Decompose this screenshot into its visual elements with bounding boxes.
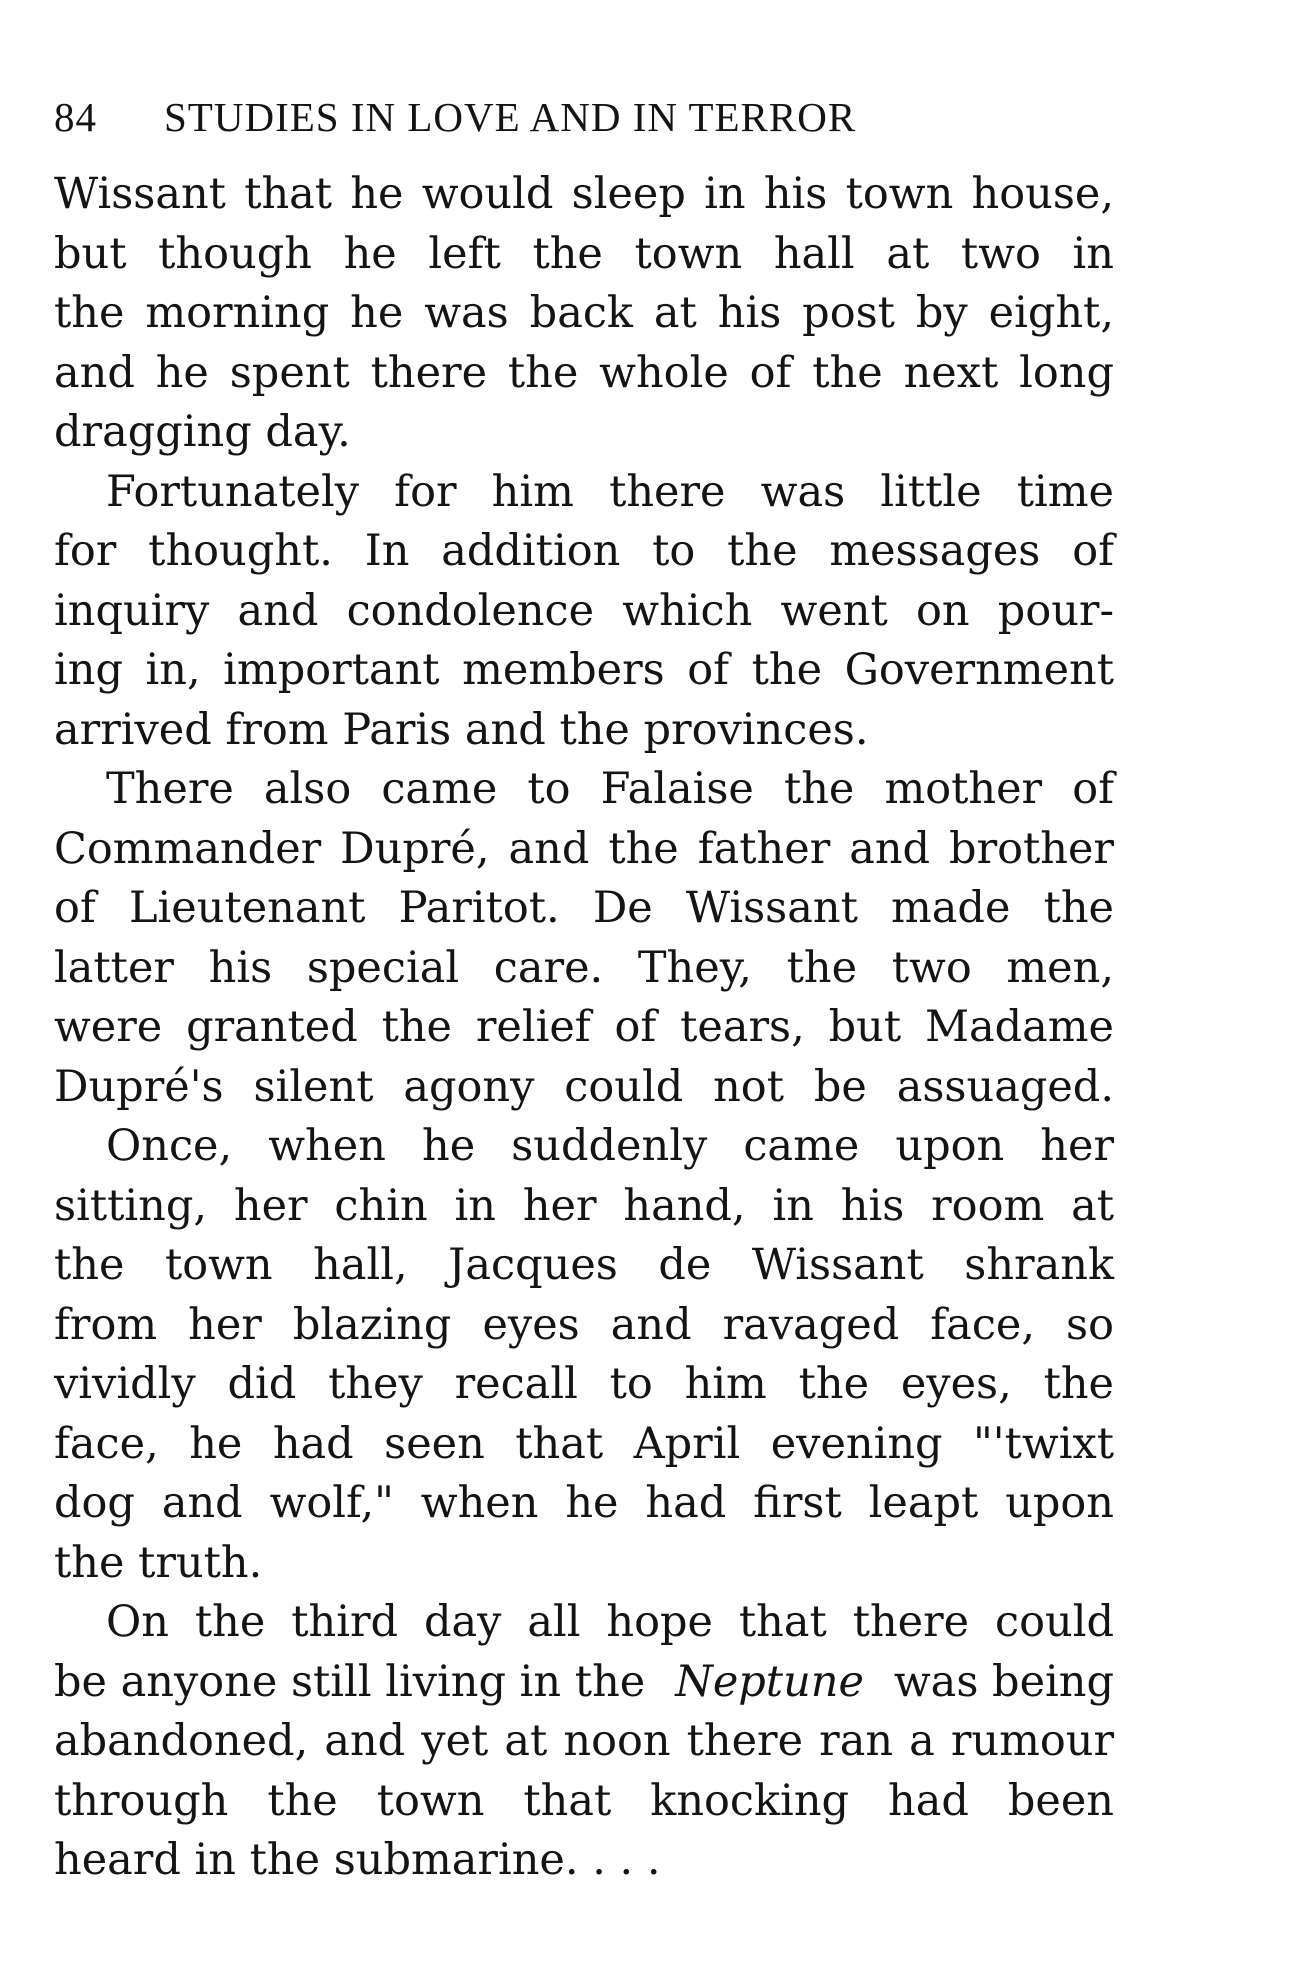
text-line: of Lieutenant Paritot. De Wissant made the [54,883,1114,933]
text-line: There also came to Falaise the mother of [106,764,1114,814]
running-title: STUDIES IN LOVE AND IN TERROR [164,94,857,140]
ship-name: Neptune [675,1656,864,1707]
text-line: the truth. [54,1537,263,1588]
text-line: heard in the submarine. . . . [54,1835,661,1885]
text-line: were granted the relief of tears, but Madame [54,1002,1114,1052]
page-number: 84 [54,94,97,140]
paragraph-5 [54,1593,1114,1891]
text-line: Wissant that he would sleep in his town house, [54,169,1114,219]
text-line: and he spent there the whole of the next long [54,347,1114,398]
text-line: sitting, her chin in her hand, in his room at [54,1180,1114,1231]
text-line: for thought. In addition to the messages of [54,526,1114,576]
text-line: ing in, important members of the Government [54,645,1114,695]
paragraph-2 [54,463,1114,761]
text-line: through the town that knocking had been [54,1775,1114,1826]
text-segment: be anyone still living in the [54,1656,646,1707]
text-line: inquiry and condolence which went on pour- [54,585,1114,636]
text-line-mixed [54,1653,1114,1713]
text-line: dragging day. [54,407,351,457]
text-segment: was being [893,1656,1114,1707]
paragraph-4 [54,1117,1114,1593]
body-text [54,165,1114,1891]
text-line: On the third day all hope that there could [106,1597,1114,1647]
text-line: face, he had seen that April evening "'twixt [54,1418,1114,1469]
text-line: Fortunately for him there was little time [106,466,1114,517]
paragraph-3 [54,760,1114,1117]
text-line: Commander Dupré, and the father and brother [54,823,1114,874]
text-line: arrived from Paris and the provinces. [54,704,869,755]
text-line: dog and wolf," when he had first leapt upon [54,1478,1114,1528]
text-line: the morning he was back at his post by eight, [54,288,1114,338]
text-line: Dupré's silent agony could not be assuaged. [54,1061,1114,1112]
text-line: abandoned, and yet at noon there ran a rumour [54,1716,1114,1766]
text-line: Once, when he suddenly came upon her [106,1121,1114,1171]
paragraph-1 [54,165,1114,463]
text-line: but though he left the town hall at two in [54,228,1114,279]
text-line: vividly did they recall to him the eyes, the [54,1359,1114,1409]
running-head [54,92,1114,142]
text-line: the town hall, Jacques de Wissant shrank [54,1240,1114,1290]
text-line: from her blazing eyes and ravaged face, so [54,1299,1114,1350]
text-line: latter his special care. They, the two men, [54,942,1114,993]
